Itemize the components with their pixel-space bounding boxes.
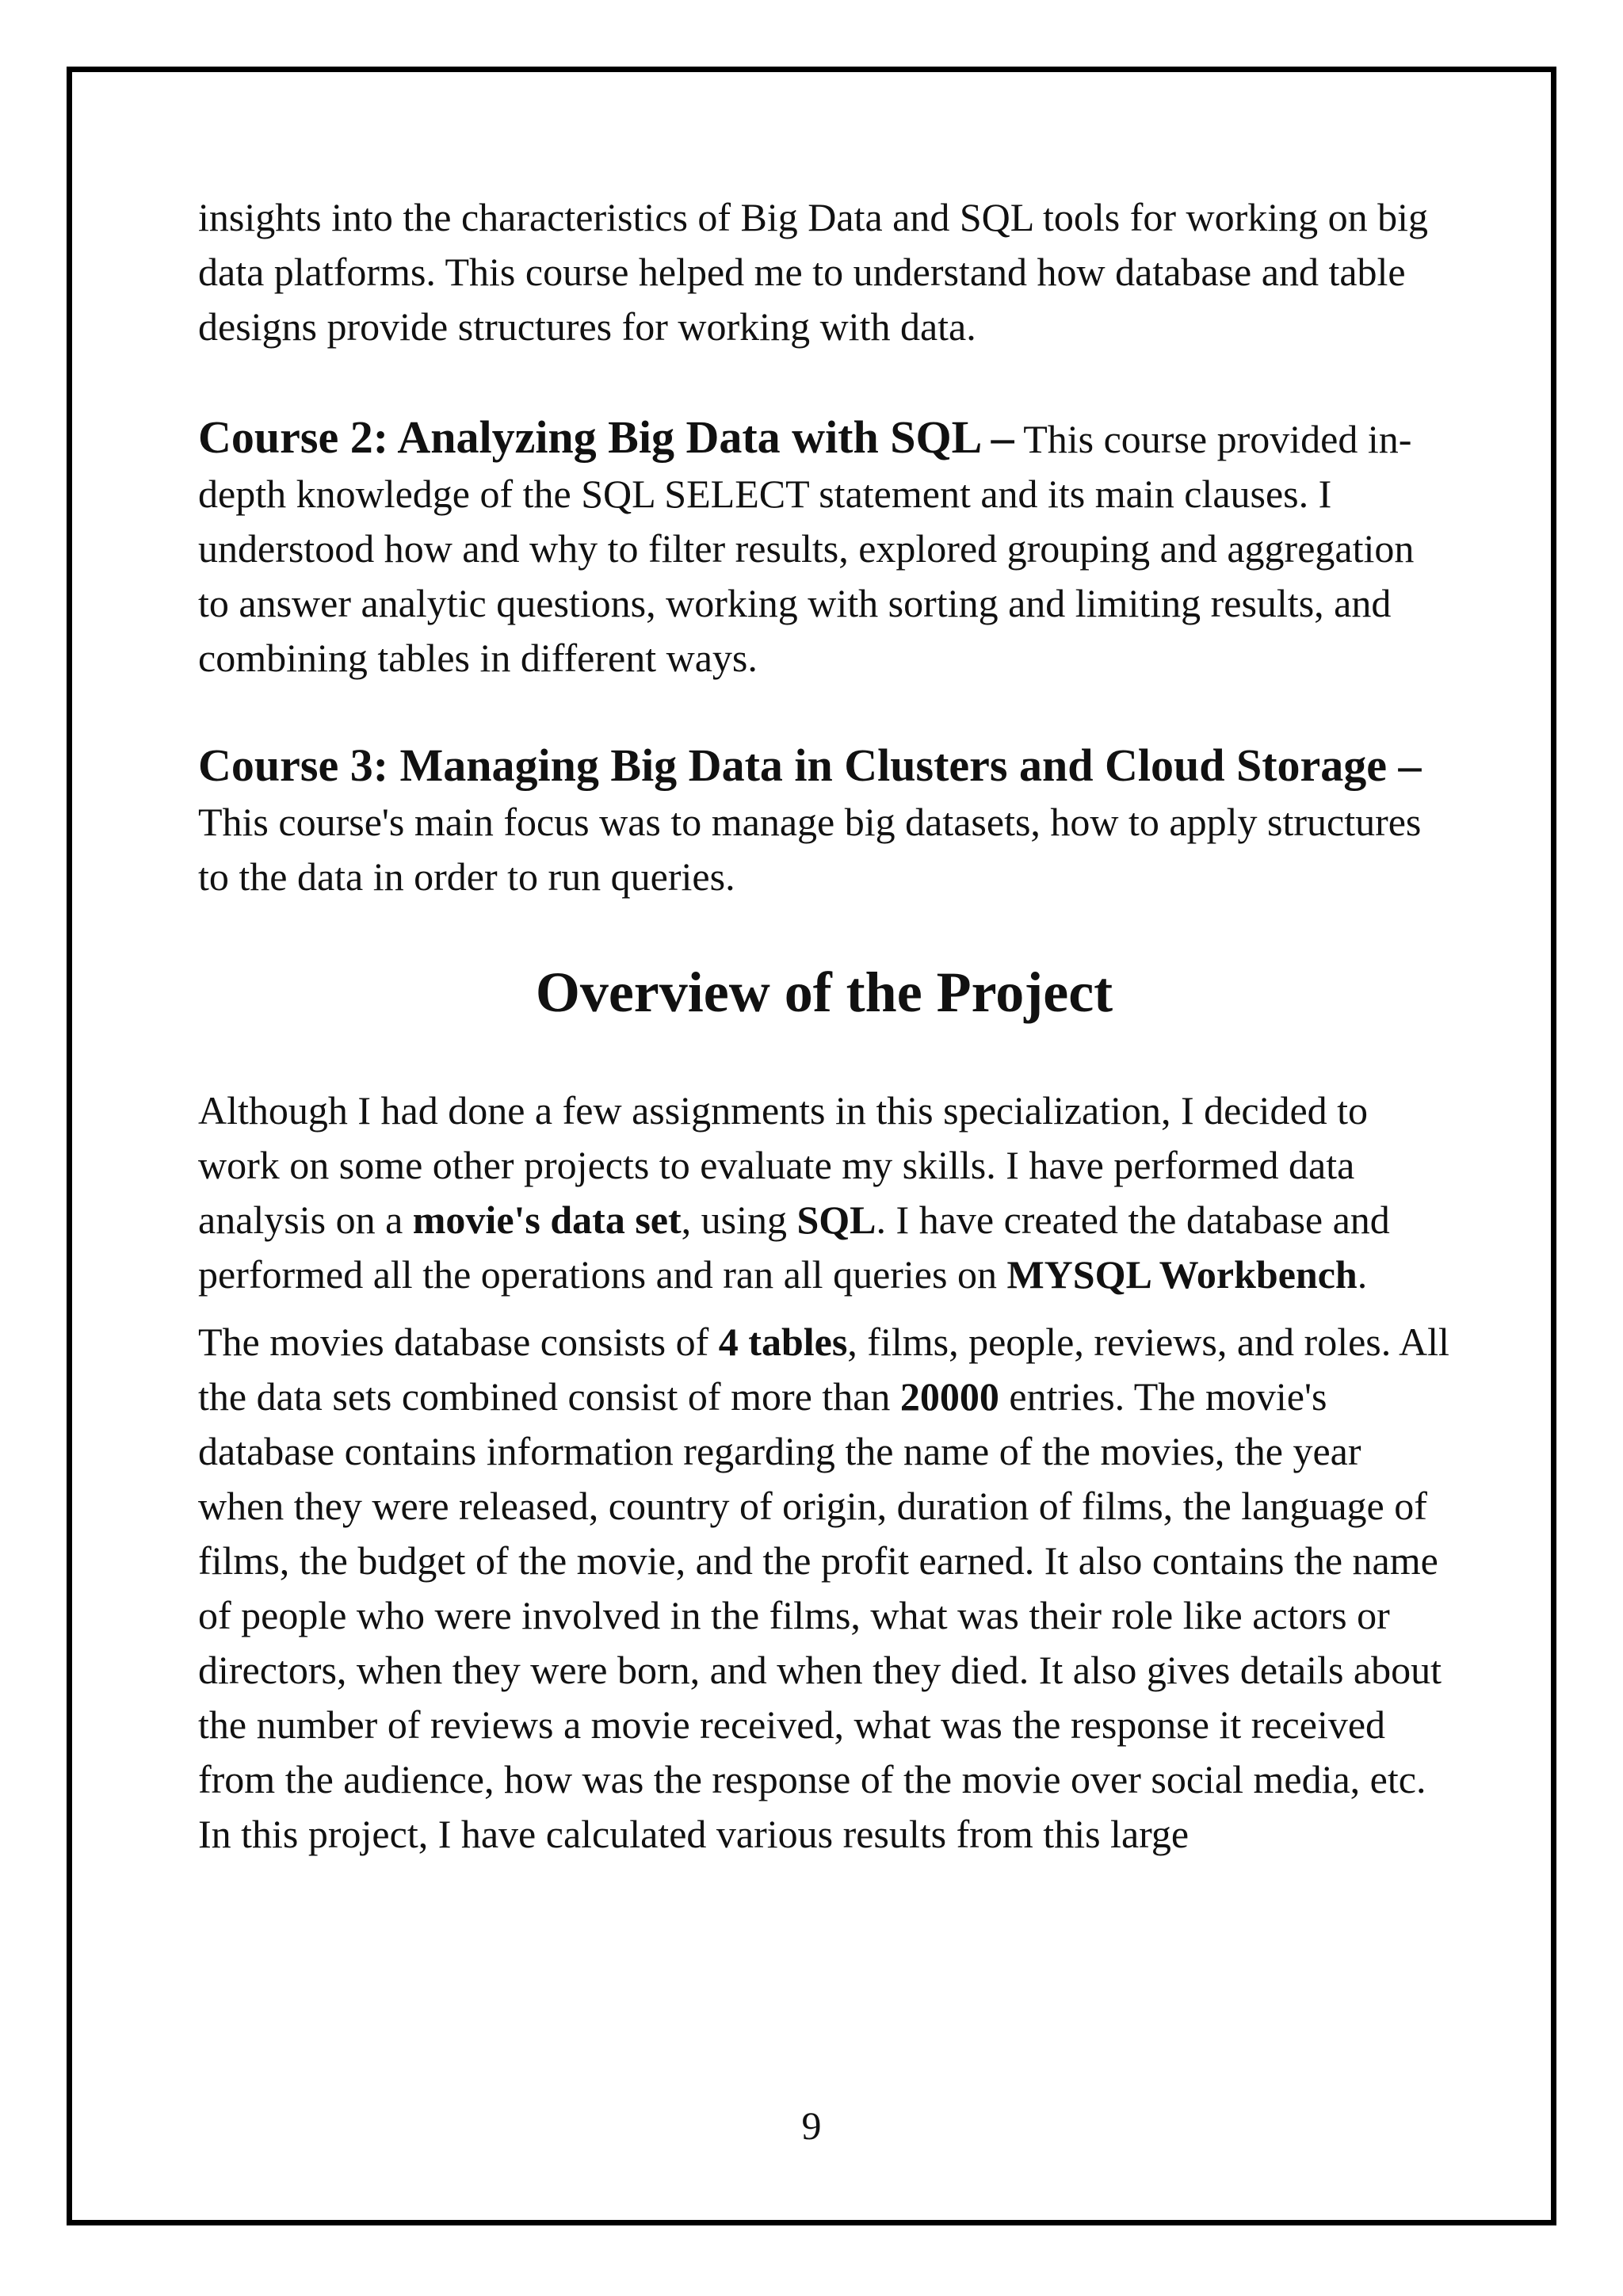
course-3-heading: Course 3: Managing Big Data in Clusters and Cloud Storage – — [198, 739, 1422, 791]
course-2-heading: Course 2: Analyzing Big Data with SQL – — [198, 411, 1014, 463]
overview-p1-text-4: . — [1357, 1252, 1368, 1297]
course-2-description: This course provided in-depth knowledge of the SQL SELECT statement and its main clauses. I understood how and why to filter results, explored grouping and aggregation to answer analytic questions, working with sorting and limiting results, and combining tables in different ways. — [198, 417, 1415, 680]
intro-paragraph: insights into the characteristics of Big Data and SQL tools for working on big data platforms. This course helped me to understand how database and table designs provide structures for working with data. — [198, 195, 1429, 349]
overview-p1-text-1: Although I had done a few assignments in this specialization, I decided to work on some other projects to evaluate my skills. I have performed data analysis on a — [198, 1088, 1369, 1242]
overview-paragraph-2 — [198, 1315, 1450, 1862]
course-3-paragraph — [198, 738, 1450, 904]
overview-p2-bold-tables: 4 tables — [718, 1320, 848, 1364]
course-2-paragraph — [198, 410, 1450, 686]
overview-p1-text-2: , using — [681, 1198, 797, 1242]
overview-p1-bold-sql: SQL — [796, 1198, 876, 1242]
overview-p2-bold-entries: 20000 — [899, 1374, 999, 1419]
document-body — [198, 190, 1450, 1862]
overview-paragraph-1 — [198, 1083, 1450, 1302]
overview-p1-text-3: . I have created the database and performed all the operations and ran all queries on — [198, 1198, 1390, 1297]
page-number: 9 — [801, 2103, 822, 2148]
course-3-description: This course's main focus was to manage big datasets, how to apply structures to the data in order to run queries. — [198, 800, 1422, 899]
overview-p1-bold-workbench: MYSQL Workbench — [1006, 1252, 1358, 1297]
overview-p2-text-2: , films, people, reviews, and roles. All the data sets combined consist of more than — [198, 1320, 1449, 1419]
section-title: Overview of the Project — [535, 961, 1113, 1024]
overview-p1-bold-dataset: movie's data set — [412, 1198, 682, 1242]
overview-p2-text-3: entries. The movie's database contains information regarding the name of the movies, the year when they were released, country of origin, duration of films, the language of films, the budget of the movie, and the profit earned. It also contains the name of people who were involved in the films, what was their role like actors or directors, when they were born, and when they died. It also gives details about the number of reviews a movie received, what was the response it received from the audience, how was the response of the movie over social media, etc. In this project, I have calculated various results from this large — [198, 1374, 1442, 1856]
overview-p2-text-1: The movies database consists of — [198, 1320, 719, 1364]
